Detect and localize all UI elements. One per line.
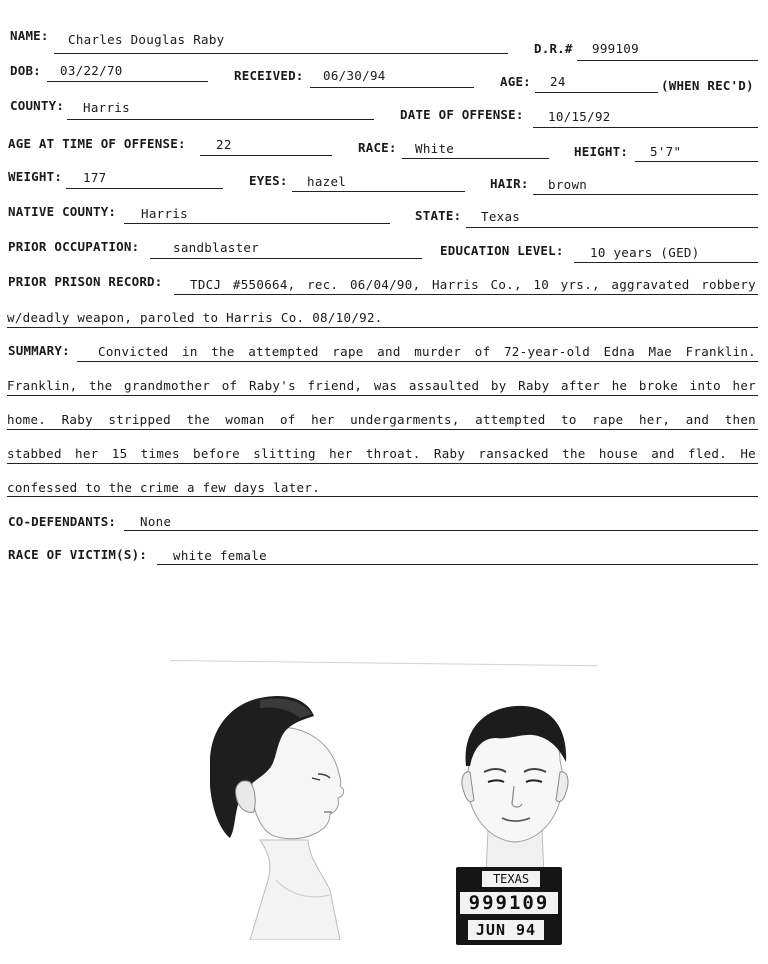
age-value: 24 [550,74,566,89]
county-label: COUNTY: [10,98,65,113]
race-of-victim-underline [157,564,758,565]
race-value: White [415,141,455,156]
height-value: 5'7" [650,144,682,159]
county-underline [67,119,374,120]
summary-underline-3 [7,429,758,430]
plaque-state: TEXAS [482,871,540,887]
race-of-victim-value: white female [173,548,267,563]
dob-label: DOB: [10,63,41,78]
hair-value: brown [548,177,588,192]
summary-line-2: Franklin, the grandmother of Raby's friend, was assaulted by Raby after he broke into her [7,378,756,393]
prior-occupation-value: sandblaster [173,240,260,255]
profile-mugshot-photo [190,690,360,940]
state-value: Texas [481,209,521,224]
summary-line-1: Convicted in the attempted rape and murder of 72-year-old Edna Mae Franklin. [98,344,756,359]
received-underline [310,87,474,88]
native-county-value: Harris [141,206,188,221]
codefendants-value: None [140,514,172,529]
received-label: RECEIVED: [234,68,304,83]
prior-record-underline-2 [7,327,758,328]
summary-underline-2 [7,395,758,396]
hair-underline [533,194,758,195]
age-underline [535,92,658,93]
summary-underline-4 [7,463,758,464]
plaque-date: JUN 94 [468,920,544,940]
native-county-label: NATIVE COUNTY: [8,204,117,219]
age-label: AGE: [500,74,531,89]
prior-record-underline-1 [174,294,758,295]
state-label: STATE: [415,208,462,223]
prior-record-line-2: w/deadly weapon, paroled to Harris Co. 08/10/92. [7,310,383,325]
age-at-offense-underline [200,155,332,156]
race-label: RACE: [358,140,397,155]
race-of-victim-label: RACE OF VICTIM(S): [8,547,148,562]
name-value: Charles Douglas Raby [68,32,225,47]
summary-underline-5 [7,496,758,497]
height-underline [635,161,758,162]
education-underline [574,262,758,263]
photo-mount-line [170,660,598,666]
plaque-number: 999109 [460,892,558,914]
date-of-offense-label: DATE OF OFFENSE: [400,107,524,122]
weight-underline [66,188,223,189]
summary-line-3: home. Raby stripped the woman of her undergarments, attempted to rape her, and then [7,412,756,427]
when-recd-note: (WHEN REC'D) [661,78,754,93]
weight-label: WEIGHT: [8,169,63,184]
received-value: 06/30/94 [323,68,386,83]
height-label: HEIGHT: [574,144,629,159]
eyes-label: EYES: [249,173,288,188]
name-label: NAME: [10,28,49,43]
hair-label: HAIR: [490,176,529,191]
weight-value: 177 [83,170,107,185]
codefendants-label: CO-DEFENDANTS: [8,514,117,529]
summary-line-5: confessed to the crime a few days later. [7,480,321,495]
prior-record-line-1: TDCJ #550664, rec. 06/04/90, Harris Co., 10 yrs., aggravated robbery [190,277,756,292]
dob-value: 03/22/70 [60,63,123,78]
state-underline [466,227,758,228]
age-at-offense-label: AGE AT TIME OF OFFENSE: [8,136,186,151]
codefendants-underline [124,530,758,531]
dr-value: 999109 [592,41,639,56]
prior-occupation-underline [150,258,422,259]
education-value: 10 years (GED) [590,245,700,260]
name-underline [54,53,508,54]
county-value: Harris [83,100,130,115]
dob-underline [47,81,208,82]
frontal-mugshot-photo [440,700,590,875]
date-of-offense-value: 10/15/92 [548,109,611,124]
prior-occupation-label: PRIOR OCCUPATION: [8,239,140,254]
race-underline [402,158,549,159]
eyes-underline [292,191,465,192]
dr-label: D.R.# [534,41,573,56]
summary-label: SUMMARY: [8,343,70,358]
date-of-offense-underline [533,127,758,128]
age-at-offense-value: 22 [216,137,232,152]
summary-underline-1 [77,361,758,362]
prior-record-label: PRIOR PRISON RECORD: [8,274,163,289]
education-label: EDUCATION LEVEL: [440,243,564,258]
dr-underline [577,60,758,61]
summary-line-4: stabbed her 15 times before slitting her throat. Raby ransacked the house and fled. He [7,446,756,461]
native-county-underline [124,223,390,224]
eyes-value: hazel [307,174,347,189]
booking-plaque [456,867,562,945]
